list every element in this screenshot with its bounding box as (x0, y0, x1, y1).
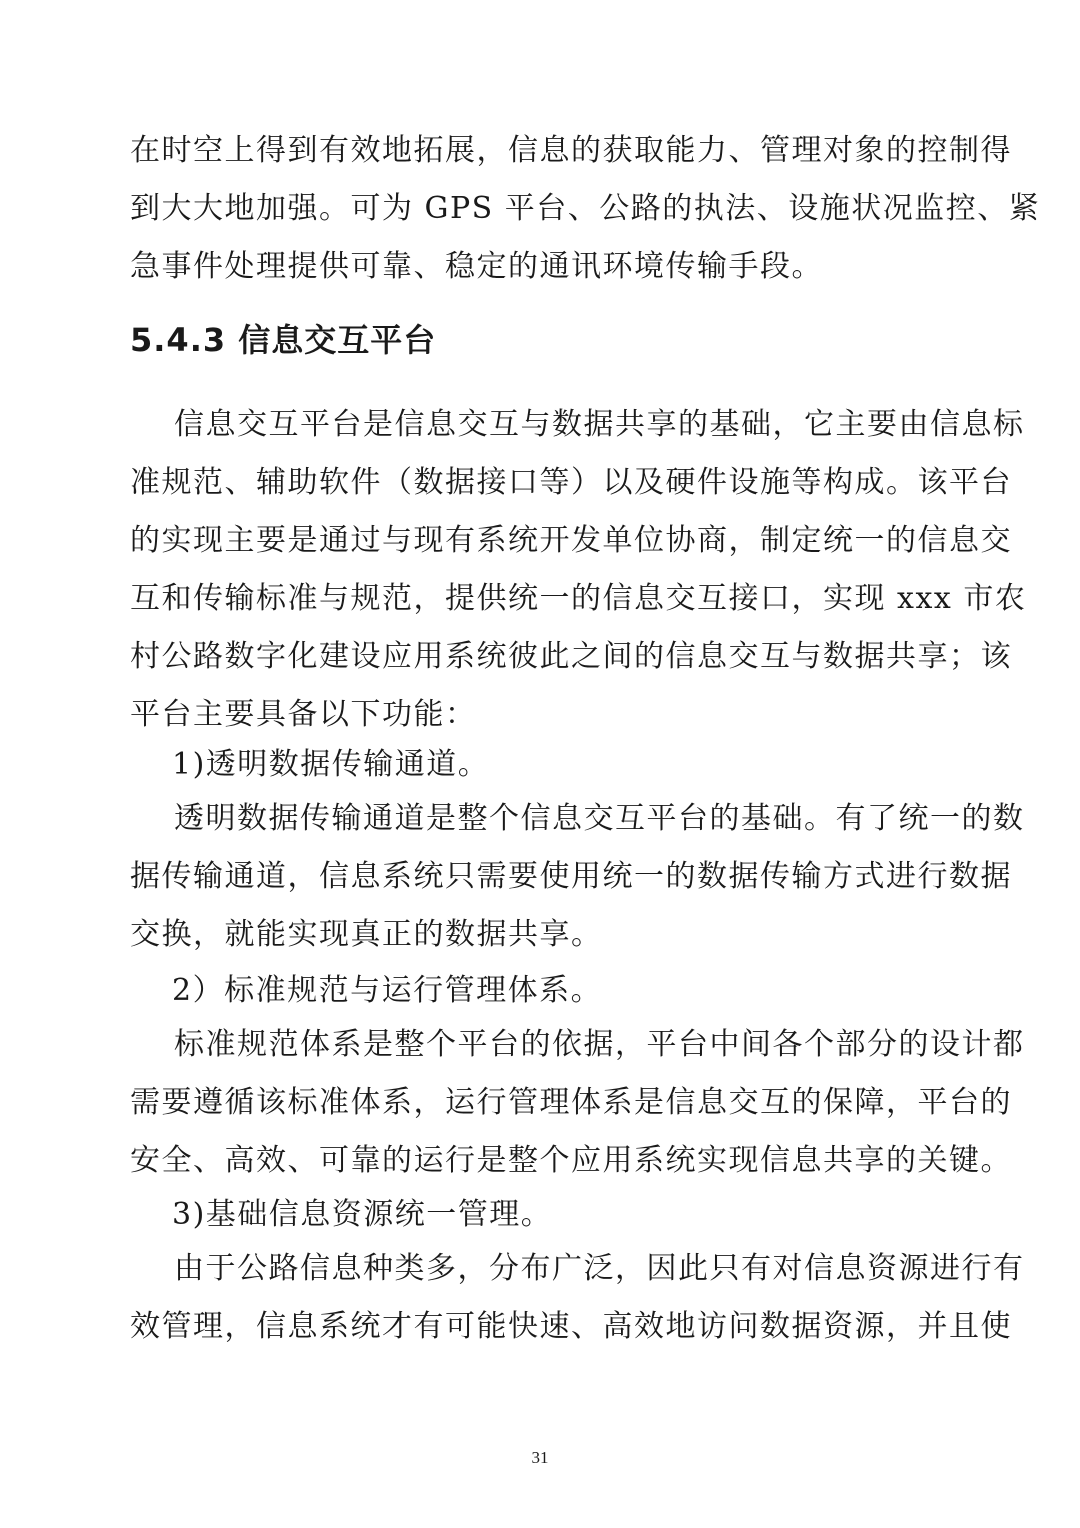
platform-paragraph (130, 396, 1027, 744)
paragraph-line: 需要遵循该标准体系，运行管理体系是信息交互的保障，平台的 (130, 1085, 1012, 1120)
item-2-paragraph (130, 1016, 1025, 1190)
paragraph-line: 信息交互平台是信息交互与数据共享的基础，它主要由信息标 (174, 407, 1025, 442)
paragraph-line: 准规范、辅助软件（数据接口等）以及硬件设施等构成。该平台 (130, 465, 1012, 500)
paragraph-line: 交换，就能实现真正的数据共享。 (130, 917, 603, 952)
paragraph-line: 急事件处理提供可靠、稳定的通讯环境传输手段。 (130, 249, 823, 284)
paragraph-line: 平台主要具备以下功能： (130, 697, 477, 732)
item-1-paragraph (130, 790, 1025, 964)
paragraph-line: 互和传输标准与规范，提供统一的信息交互接口，实现 xxx 市农 (130, 581, 1027, 616)
paragraph-line: 据传输通道，信息系统只需要使用统一的数据传输方式进行数据 (130, 859, 1012, 894)
paragraph-line: 由于公路信息种类多，分布广泛，因此只有对信息资源进行有 (174, 1251, 1025, 1286)
paragraph-line: 到大大地加强。可为 GPS 平台、公路的执法、设施状况监控、紧 (130, 191, 1041, 226)
paragraph-line: 在时空上得到有效地拓展，信息的获取能力、管理对象的控制得 (130, 133, 1012, 168)
page-number: 31 (531, 1448, 549, 1467)
paragraph-line: 效管理，信息系统才有可能快速、高效地访问数据资源，并且使 (130, 1309, 1012, 1344)
paragraph-line: 的实现主要是通过与现有系统开发单位协商，制定统一的信息交 (130, 523, 1012, 558)
paragraph-line: 透明数据传输通道是整个信息交互平台的基础。有了统一的数 (174, 801, 1025, 836)
section-heading: 5.4.3 信息交互平台 (130, 321, 437, 359)
list-item-title: 1)透明数据传输通道。 (172, 747, 490, 782)
paragraph-line: 村公路数字化建设应用系统彼此之间的信息交互与数据共享；该 (130, 639, 1012, 674)
paragraph-line: 安全、高效、可靠的运行是整个应用系统实现信息共享的关键。 (130, 1143, 1012, 1178)
paragraph-line: 标准规范体系是整个平台的依据，平台中间各个部分的设计都 (174, 1027, 1025, 1062)
intro-paragraph (130, 122, 1041, 296)
item-3-paragraph (130, 1240, 1025, 1356)
list-item-title: 3)基础信息资源统一管理。 (172, 1197, 553, 1232)
list-item-title: 2）标准规范与运行管理体系。 (172, 973, 603, 1008)
